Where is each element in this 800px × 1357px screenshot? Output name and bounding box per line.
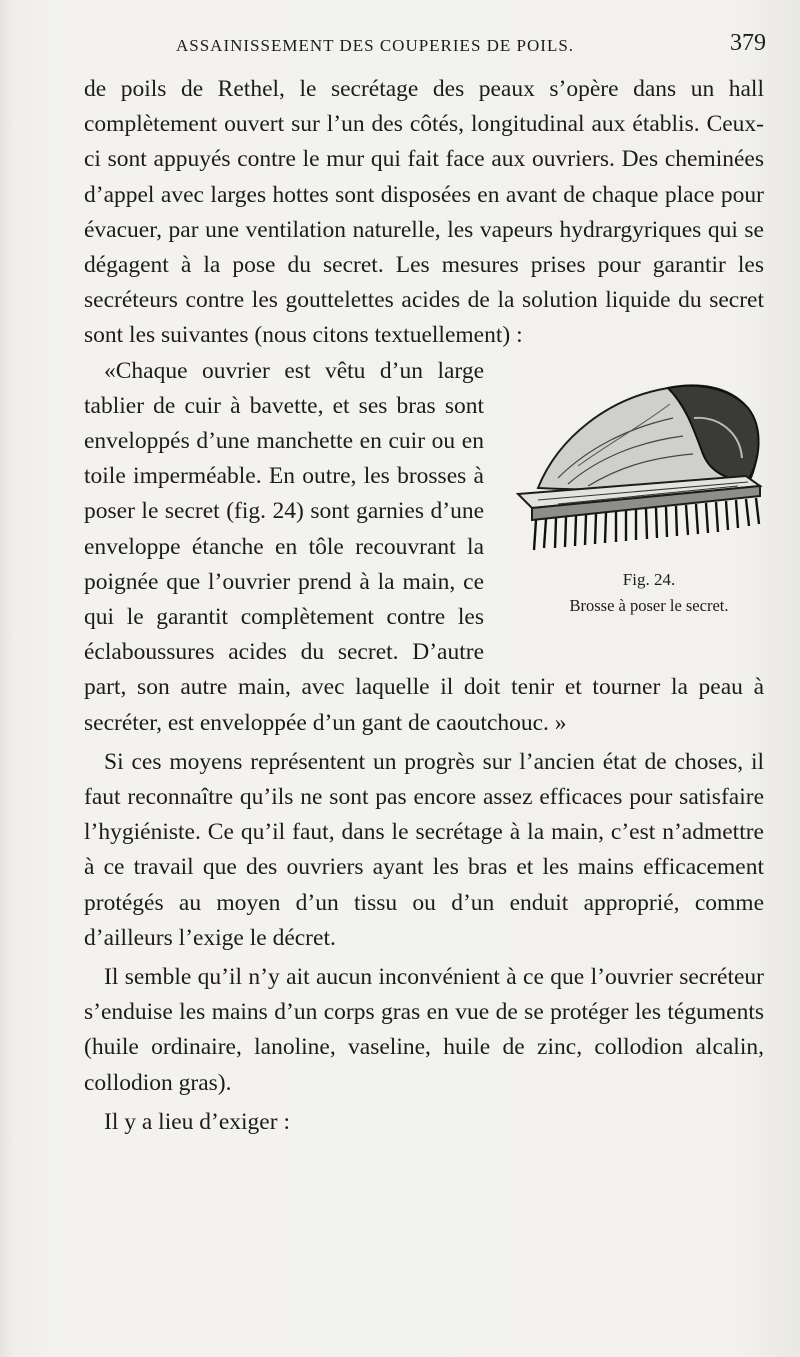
page-header [84, 30, 766, 66]
paragraph-5: Il y a lieu d’exiger : [104, 1108, 290, 1135]
brush-illustration [498, 358, 780, 558]
paragraph-2 [84, 354, 764, 741]
page-number: 379 [730, 30, 766, 56]
page-body [84, 72, 764, 1140]
figure-caption: Brosse à poser le secret. [569, 595, 729, 615]
paragraph-2-text: «Chaque ouvrier est vêtu d’un large tablier de cuir à bavette, et ses bras sont enveloppés d’une manchette en cuir ou en toile imperméable. En outre, les brosses à poser le secret (fig. 24) sont garnies d’une enveloppe étanche en tôle recouvrant la poignée que l’ouvrier prend à la main, ce qui le garantit complètement contre les éclaboussures acides du secret. D’autre part, son autre main, avec laquelle il doit tenir et tourner la peau à secréter, est enveloppée d’un gant de caoutchouc. » [84, 357, 764, 736]
running-head: ASSAINISSEMENT DES COUPERIES DE POILS. [176, 36, 575, 55]
paragraph-1: de poils de Rethel, le secrétage des peaux s’opère dans un hall complètement ouvert sur l’un des côtés, longitudinal aux établis. Ceux-ci sont appuyés contre le mur qui fait face aux ouvriers. Des cheminées d’appel avec larges hottes sont disposées en avant de chaque place pour évacuer, par une ventilation naturelle, les vapeurs hydrargyriques qui se dégagent à la pose du secret. Les mesures prises pour garantir les secréteurs contre les gouttelettes acides de la solution liquide du secret sont les suivantes (nous citons textuellement) : [84, 76, 764, 349]
figure-label: Fig. 24. [622, 569, 676, 589]
paragraph-3: Si ces moyens représentent un progrès sur l’ancien état de choses, il faut reconnaître qu’ils ne sont pas encore assez efficaces pour satisfaire l’hygiéniste. Ce qu’il faut, dans le secrétage à la main, c’est n’admettre à ce travail que des ouvriers ayant les bras et les mains efficacement protégés au moyen d’un tissu ou d’un enduit approprié, comme d’ailleurs l’exige le décret. [84, 748, 764, 951]
paragraph-4: Il semble qu’il n’y ait aucun inconvénient à ce que l’ouvrier secréteur s’enduise les mains d’un corps gras en vue de se protéger les téguments (huile ordinaire, lanoline, vaseline, huile de zinc, collodion alcalin, collodion gras). [84, 964, 764, 1096]
figure-24 [498, 358, 780, 636]
